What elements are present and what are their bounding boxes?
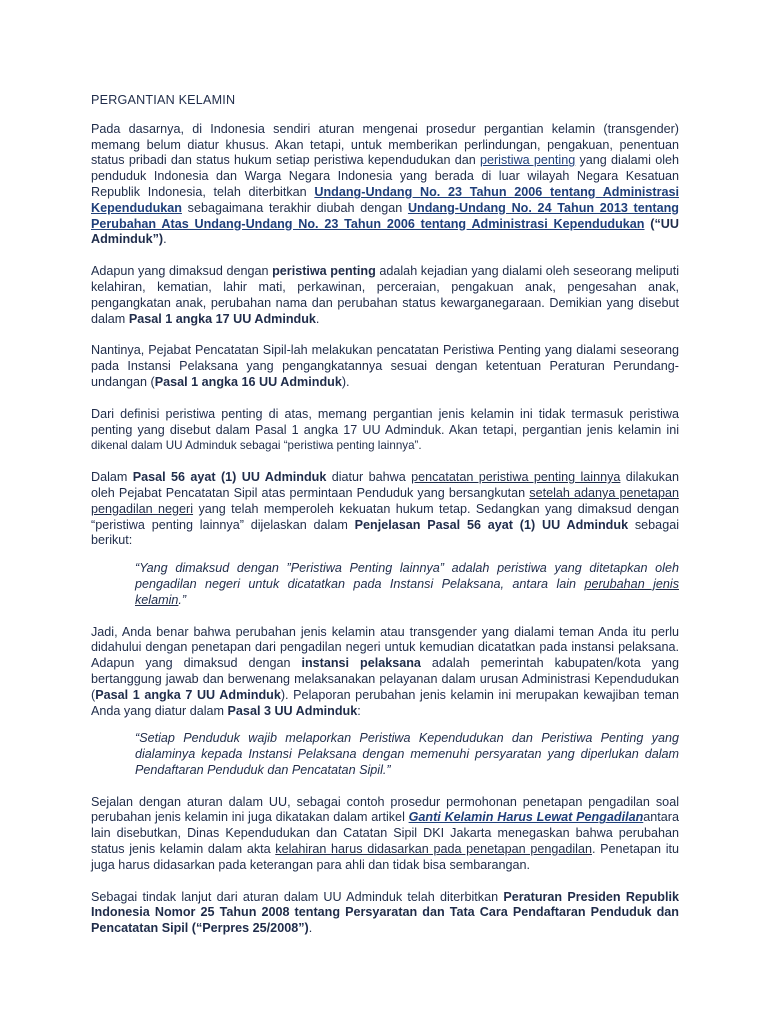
bold-term: instansi pelaksana bbox=[301, 656, 421, 671]
text: ). Pelaporan perubahan jenis kelamin ini merupakan kewajiban teman Anda yang diatur dalam bbox=[91, 687, 679, 718]
text: .” bbox=[178, 592, 187, 607]
text: adalah pemerintah kabupaten/kota yang bertanggung jawab dan berwenang melaksanakan pelayanan dalam urusan Administrasi Kependudukan ( bbox=[91, 656, 679, 702]
text: . bbox=[163, 232, 167, 247]
text: Dari definisi peristiwa penting di atas, memang pergantian jenis kelamin ini tidak termasuk peristiwa penting yang disebut dalam Pasal 1 angka 17 UU Adminduk. Akan tetapi, pergantian jenis kelamin ini bbox=[91, 406, 679, 437]
underlined-phrase: setelah adanya penetapan pengadilan negeri bbox=[91, 485, 679, 516]
paragraph-contoh-prosedur bbox=[91, 795, 679, 874]
bold-reference: Pasal 1 angka 16 UU Adminduk bbox=[154, 374, 342, 389]
text: Sebagai tindak lanjut dari aturan dalam UU Adminduk telah diterbitkan bbox=[91, 889, 504, 904]
bold-reference: Pasal 3 UU Adminduk bbox=[227, 703, 358, 718]
underlined-phrase: perubahan jenis kelamin bbox=[135, 576, 679, 607]
link-uu-23-2006[interactable]: Undang-Undang No. 23 Tahun 2006 tentang Administrasi Kependudukan bbox=[91, 184, 679, 215]
quote-pasal-3 bbox=[135, 731, 679, 778]
text: Adapun yang dimaksud dengan bbox=[91, 264, 273, 279]
text: sebagaimana terakhir diubah dengan bbox=[181, 200, 408, 215]
bold-reference: Pasal 56 ayat (1) UU Adminduk bbox=[132, 470, 327, 485]
paragraph-peristiwa-penting bbox=[91, 264, 679, 327]
article-body bbox=[91, 93, 679, 953]
bold-reference: Pasal 1 angka 7 UU Adminduk bbox=[95, 687, 281, 702]
text: Sejalan dengan aturan dalam UU, sebagai contoh prosedur permohonan penetapan pengadilan soal perubahan jenis kelamin ini juga dikatakan dalam artikel bbox=[91, 794, 679, 825]
text: dilakukan oleh Pejabat Pencatatan Sipil atas permintaan Penduduk yang bersangkutan bbox=[91, 470, 679, 500]
underlined-phrase: pencatatan peristiwa penting lainnya bbox=[411, 470, 621, 485]
text: “Yang dimaksud dengan ”Peristiwa Penting lainnya” adalah peristiwa yang ditetapkan oleh pengadilan negeri untuk dicatatkan pada Instansi Pelaksana, antara lain bbox=[135, 561, 679, 591]
paragraph-intro bbox=[91, 122, 679, 248]
text: Jadi, Anda benar bahwa perubahan jenis kelamin atau transgender yang dialami teman Anda itu perlu didahului dengan penetapan dari pengadilan negeri untuk kemudian dicatatkan pada instansi pelaksana. Adapun yang dimaksud dengan bbox=[91, 624, 679, 671]
text: yang telah memperoleh kekuatan hukum tetap. Sedangkan yang dimaksud dengan “peristiwa penting lainnya” dijelaskan dalam bbox=[91, 501, 680, 532]
bold-reference: Pasal 1 angka 17 UU Adminduk bbox=[128, 311, 316, 326]
underlined-phrase: kelahiran harus didasarkan pada penetapan pengadilan bbox=[275, 842, 592, 857]
text: : bbox=[357, 703, 361, 718]
paragraph-definisi bbox=[91, 407, 679, 454]
text: Dalam bbox=[91, 470, 133, 485]
text: adalah kejadian yang dialami oleh seseorang meliputi kelahiran, kematian, lahir mati, perkawinan, perceraian, pengakuan anak, pengesahan anak, pengangkatan anak, perubahan nama dan perubahan status kewarganegaraan. Demikian yang disebut dalam bbox=[91, 264, 679, 326]
text: dikenal dalam UU Adminduk sebagai “peristiwa penting lainnya”. bbox=[91, 439, 422, 453]
link-uu-24-2013[interactable]: Undang-Undang No. 24 Tahun 2013 tentang Perubahan Atas Undang-Undang No. 23 Tahun 2006 tentang Administrasi Kependudukan bbox=[91, 200, 679, 231]
bold-reference: Penjelasan Pasal 56 ayat (1) UU Adminduk bbox=[354, 517, 629, 532]
link-ganti-kelamin-article[interactable]: Ganti Kelamin Harus Lewat Pengadilan bbox=[408, 810, 644, 825]
bold-reference: Peraturan Presiden Republik Indonesia Nomor 25 Tahun 2008 tentang Persyaratan dan Tata Cara Pendaftaran Penduduk dan Pencatatan Sipil (“Perpres 25/2008”) bbox=[91, 889, 679, 936]
text: diatur bahwa bbox=[326, 470, 412, 485]
text: . bbox=[308, 921, 313, 936]
text: antara lain disebutkan, Dinas Kependudukan dan Catatan Sipil DKI Jakarta menegaskan bahwa perubahan status jenis kelamin dalam akta bbox=[91, 810, 679, 857]
paragraph-instansi-pelaksana bbox=[91, 625, 679, 720]
text: Pada dasarnya, di Indonesia sendiri aturan mengenai prosedur pergantian kelamin (transgender) memang belum diatur khusus. Akan tetapi, untuk memberikan perlindungan, pengakuan, penentuan status pribadi dan status hukum setiap peristiwa kependudukan dan bbox=[91, 121, 679, 168]
text: yang dialami oleh penduduk Indonesia dan Warga Negara Indonesia yang berada di luar wilayah Negara Kesatuan Republik Indonesia, telah diterbitkan bbox=[91, 153, 680, 199]
bold-term: peristiwa penting bbox=[272, 264, 376, 279]
text: . Penetapan itu juga harus didasarkan pada keterangan para ahli dan tidak bisa sembarangan. bbox=[91, 842, 679, 872]
uu-adminduk-abbrev: (“UU Adminduk”) bbox=[91, 216, 679, 247]
text: sebagai berikut: bbox=[91, 517, 679, 548]
text: Nantinya, Pejabat Pencatatan Sipil-lah melakukan pencatatan Peristiwa Penting yang dialami seseorang pada Instansi Pelaksana yang pengangkatannya sesuai dengan ketentuan Peraturan Perundang-undangan ( bbox=[91, 343, 679, 389]
paragraph-pejabat-pencatatan bbox=[91, 343, 679, 390]
text: ). bbox=[341, 374, 350, 389]
text: . bbox=[315, 311, 320, 326]
quote-penjelasan-pasal-56 bbox=[135, 561, 679, 608]
link-peristiwa-penting[interactable]: peristiwa penting bbox=[479, 153, 576, 168]
paragraph-pasal-56 bbox=[91, 470, 679, 549]
text: “Setiap Penduduk wajib melaporkan Peristiwa Kependudukan dan Peristiwa Penting yang dialaminya kepada Instansi Pelaksana dengan memenuhi persyaratan yang diperlukan dalam Pendaftaran Penduduk dan Pencatatan Sipil.” bbox=[135, 731, 679, 777]
document-title: PERGANTIAN KELAMIN bbox=[91, 93, 236, 107]
paragraph-perpres bbox=[91, 890, 679, 937]
